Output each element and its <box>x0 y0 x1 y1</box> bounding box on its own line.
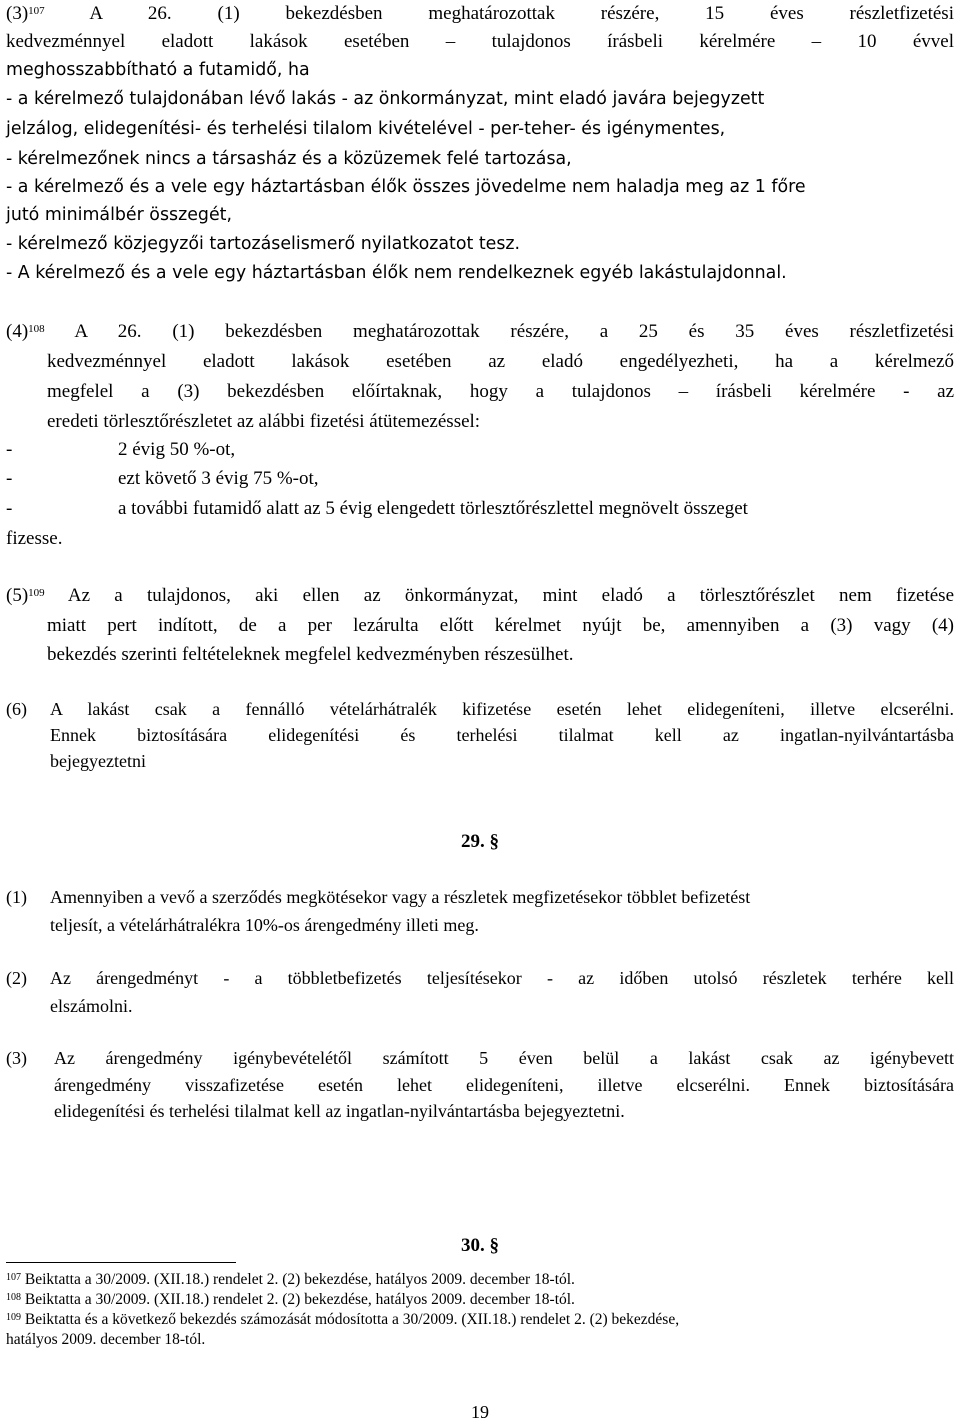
s29-3-line-1: Az árengedmény igénybevételétől számított 5 éven belül a lakást csak az igénybevett <box>54 1048 954 1068</box>
s29-2-line-2: elszámolni. <box>50 996 133 1016</box>
p3-line-7: - a kérelmező és a vele egy háztartásban élők összes jövedelme nem haladja meg az 1 főre <box>6 177 806 197</box>
p3-line-1: $(3)^{107}$ A 26. (1) bekezdésben meghatározottak részére, 15 éves részletfizetési <box>6 3 954 24</box>
p3-line-2: kedvezménnyel eladott lakások esetében – tulajdonos írásbeli kérelmére – 10 évvel <box>6 31 954 52</box>
p4-line-1: $(4)^{108}$ A 26. (1) bekezdésben meghatározottak részére, a 25 és 35 éves részletfizetési <box>6 321 954 342</box>
s29-3-line-3: elidegenítési és terhelési tilalmat kell az ingatlan-nyilvántartásba bejegyeztetni. <box>54 1101 625 1121</box>
p4-line-2: kedvezménnyel eladott lakások esetében az eladó engedélyezheti, ha a kérelmező <box>47 351 954 372</box>
p3-line-6: - kérelmezőnek nincs a társasház és a közüzemek felé tartozása, <box>6 149 572 169</box>
footnote-109: $^{109}$ Beiktatta és a következő bekezdés számozását módosította a 30/2009. (XII.18.) rendelet 2. (2) bekezdése, <box>6 1311 680 1328</box>
footnote-107: $^{107}$ Beiktatta a 30/2009. (XII.18.) rendelet 2. (2) bekezdése, hatályos 2009. december 18-tól. <box>6 1271 575 1288</box>
p4-tail: fizesse. <box>6 528 63 549</box>
p6-line-3: bejegyeztetni <box>50 751 146 771</box>
page-number: 19 <box>471 1402 489 1422</box>
s29-2-number: (2) <box>6 968 27 988</box>
p3-line-4: - a kérelmező tulajdonában lévő lakás - az önkormányzat, mint eladó javára bejegyzett <box>6 89 765 109</box>
s29-1-line-2: teljesít, a vételárhátralékra 10%-os árengedmény illeti meg. <box>50 915 479 935</box>
p5-line-1: $(5)^{109}$ Az a tulajdonos, aki ellen az önkormányzat, mint eladó a törlesztőrészlet nem fizetése <box>6 585 954 606</box>
footnote-109-continued: hatályos 2009. december 18-tól. <box>6 1331 206 1348</box>
p4-line-3: megfelel a (3) bekezdésben előírtaknak, hogy a tulajdonos – írásbeli kérelmére - az <box>47 381 954 402</box>
p4-item-1: - 2 évig 50 %-ot, <box>6 439 236 460</box>
s29-3-number: (3) <box>6 1048 27 1068</box>
p4-item-3: - a további futamidő alatt az 5 évig elengedett törlesztőrészlettel megnövelt összeget <box>6 498 748 519</box>
footnote-ref-108[interactable]: 108 <box>28 323 45 335</box>
p5-line-3: bekezdés szerinti feltételeknek megfelel kedvezményben részesülhet. <box>47 644 574 665</box>
footnote-separator <box>6 1262 236 1263</box>
p3-line-3: meghosszabbítható a futamidő, ha <box>6 60 310 80</box>
p3-line-5: jelzálog, elidegenítési- és terhelési tilalom kivételével - per-teher- és igénymentes, <box>6 119 726 139</box>
p6-line-2: Ennek biztosítására elidegenítési és terhelési tilalmat kell az ingatlan-nyilvántartásba <box>50 725 954 745</box>
p4-line-4: eredeti törlesztőrészletet az alábbi fizetési átütemezéssel: <box>47 411 481 432</box>
section-30-heading: 30. § <box>461 1235 499 1256</box>
s29-1-number: (1) <box>6 887 27 907</box>
s29-1-line-1: Amennyiben a vevő a szerződés megkötésekor vagy a részletek megfizetésekor többlet befizetést <box>50 887 751 907</box>
s29-2-line-1: Az árengedményt - a többletbefizetés teljesítésekor - az időben utolsó részletek terhére kell <box>50 968 954 988</box>
p5-line-2: miatt pert indított, de a per lezárulta előtt kérelmet nyújt be, amennyiben a (3) vagy (4) <box>47 615 954 636</box>
p6-line-1: A lakást csak a fennálló vételárhátralék kifizetése esetén lehet elidegeníteni, illetve elcserélni. <box>50 699 954 719</box>
s29-3-line-2: árengedmény visszafizetése esetén lehet elidegeníteni, illetve elcserélni. Ennek biztosítására <box>54 1075 954 1095</box>
section-29-heading: 29. § <box>461 831 499 852</box>
p3-line-9: - kérelmező közjegyzői tartozáselismerő nyilatkozatot tesz. <box>6 234 521 254</box>
footnote-108: $^{108}$ Beiktatta a 30/2009. (XII.18.) rendelet 2. (2) bekezdése, hatályos 2009. december 18-tól. <box>6 1291 575 1308</box>
p3-line-8: jutó minimálbér összegét, <box>6 205 232 225</box>
p3-line-10: - A kérelmező és a vele egy háztartásban élők nem rendelkeznek egyéb lakástulajdonnal. <box>6 263 787 283</box>
p4-item-2: - ezt követő 3 évig 75 %-ot, <box>6 468 319 489</box>
footnote-ref-109[interactable]: 109 <box>28 587 45 599</box>
footnote-ref-107[interactable]: 107 <box>28 5 45 17</box>
p6-number: (6) <box>6 699 27 719</box>
